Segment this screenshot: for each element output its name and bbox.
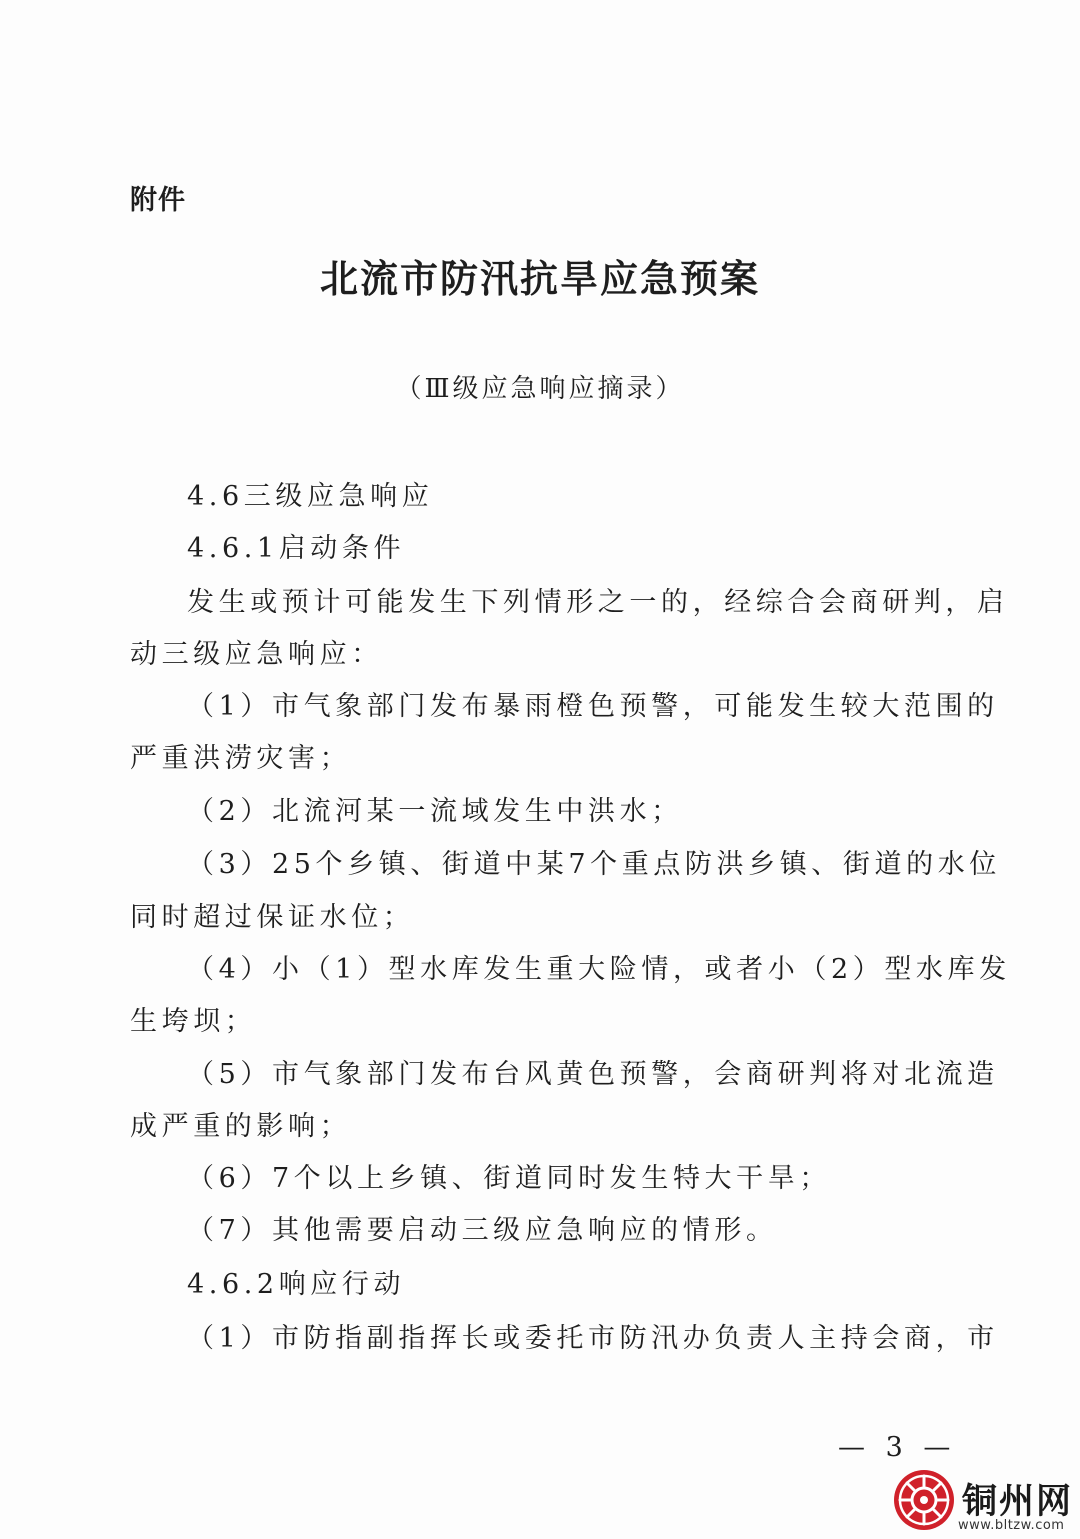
subsection-heading: 4.6.2响应行动 [187,1269,406,1300]
attachment-label: 附件 [130,185,186,216]
list-item-line: （3）25个乡镇、街道中某7个重点防洪乡镇、街道的水位 [187,849,1001,880]
red-seal-logo-icon [892,1468,956,1532]
list-item-line: （1）市防指副指挥长或委托市防汛办负责人主持会商，市 [187,1323,999,1354]
list-item-line: 严重洪涝灾害； [130,743,352,774]
list-item-line: （7）其他需要启动三级应急响应的情形。 [187,1215,778,1246]
list-item-line: 同时超过保证水位； [130,902,415,933]
document-subtitle: （Ⅲ级应急响应摘录） [395,374,685,404]
footer-url: www.bltzw.com [958,1518,1065,1533]
footer-brand: 铜州网 [962,1482,1074,1522]
list-item-line: （4）小（1）型水库发生重大险情，或者小（2）型水库发 [187,954,1011,985]
list-item-line: （5）市气象部门发布台风黄色预警，会商研判将对北流造 [187,1059,999,1090]
document-title: 北流市防汛抗旱应急预案 [319,256,760,301]
list-item-line: （6）7个以上乡镇、街道同时发生特大干旱； [187,1163,831,1194]
list-item-line: （1）市气象部门发布暴雨橙色预警，可能发生较大范围的 [187,691,999,722]
page-number: — 3 — [838,1432,957,1463]
list-item-line: （2）北流河某一流域发生中洪水； [187,796,683,827]
subsection-heading: 4.6.1启动条件 [187,533,406,564]
list-item-line: 生垮坝； [130,1006,257,1037]
section-heading: 4.6三级应急响应 [187,481,434,512]
paragraph-line: 动三级应急响应： [130,639,383,670]
list-item-line: 成严重的影响； [130,1111,352,1142]
paragraph-line: 发生或预计可能发生下列情形之一的，经综合会商研判，启 [187,587,1009,618]
